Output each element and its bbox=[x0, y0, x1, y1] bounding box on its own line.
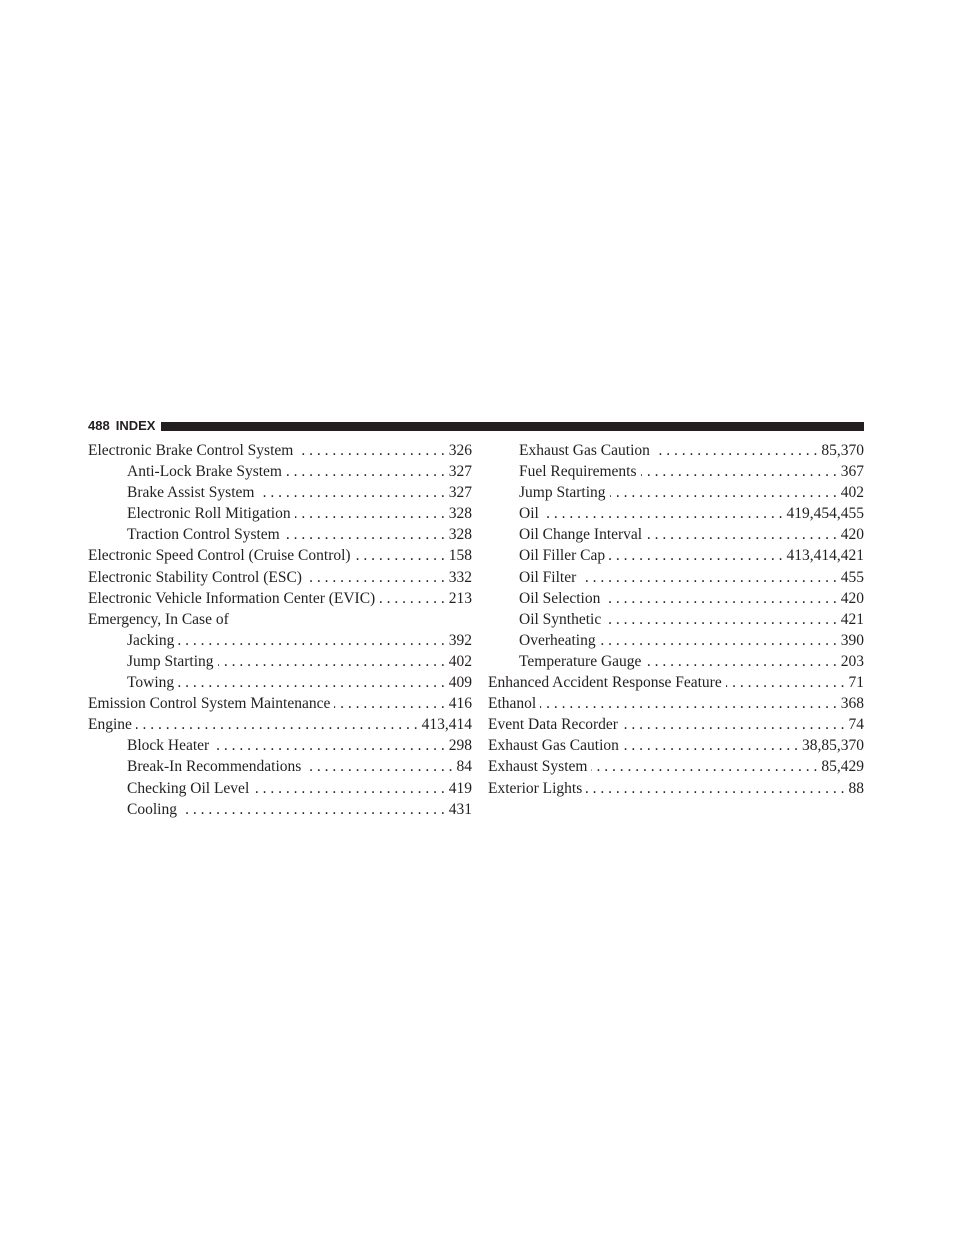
index-entry-page: 367 bbox=[840, 463, 864, 481]
index-entry bbox=[88, 567, 472, 588]
index-entry bbox=[488, 545, 864, 566]
index-entry-text: Towing bbox=[127, 674, 175, 692]
index-entry-text: Oil Change Interval bbox=[519, 526, 643, 544]
index-entry-page: 419,454,455 bbox=[786, 505, 864, 523]
index-entry-text: Jump Starting bbox=[519, 484, 606, 502]
index-entry bbox=[88, 714, 472, 735]
index-entry-text: Cooling bbox=[127, 800, 177, 818]
index-entry-page: 455 bbox=[840, 568, 864, 586]
index-entry-text: Electronic Roll Mitigation bbox=[127, 505, 291, 523]
index-entry bbox=[88, 440, 472, 461]
dot-leader bbox=[540, 693, 837, 714]
index-entry-text: Jump Starting bbox=[127, 652, 214, 670]
index-entry bbox=[88, 588, 472, 609]
dot-leader bbox=[543, 503, 783, 524]
index-entry bbox=[488, 714, 864, 735]
index-entry-text: Oil Filter bbox=[519, 568, 577, 586]
index-entry-page: 419 bbox=[448, 779, 472, 797]
index-entry bbox=[488, 567, 864, 588]
index-entry-text: Emission Control System Maintenance bbox=[88, 695, 331, 713]
index-entry bbox=[88, 672, 472, 693]
index-entry bbox=[488, 651, 864, 672]
dot-leader bbox=[253, 778, 445, 799]
index-entry bbox=[488, 440, 864, 461]
index-entry-text: Enhanced Accident Response Feature bbox=[488, 674, 722, 692]
index-entry bbox=[88, 461, 472, 482]
index-entry bbox=[488, 482, 864, 503]
index-entry bbox=[488, 630, 864, 651]
dot-leader bbox=[609, 545, 782, 566]
dot-leader bbox=[645, 651, 836, 672]
index-entry bbox=[88, 524, 472, 545]
dot-leader bbox=[295, 503, 445, 524]
dot-leader bbox=[297, 440, 444, 461]
index-entry-text: Jacking bbox=[127, 631, 175, 649]
dot-leader bbox=[178, 672, 445, 693]
index-entry-page: 298 bbox=[448, 737, 472, 755]
index-entry bbox=[488, 588, 864, 609]
index-entry bbox=[488, 609, 864, 630]
dot-leader bbox=[213, 735, 445, 756]
index-entry-page: 392 bbox=[448, 631, 472, 649]
index-entry bbox=[88, 545, 472, 566]
dot-leader bbox=[726, 672, 845, 693]
index-entry-page: 328 bbox=[448, 526, 472, 544]
dot-leader bbox=[306, 567, 445, 588]
index-entry bbox=[88, 756, 472, 777]
index-entry bbox=[488, 524, 864, 545]
index-entry-page: 390 bbox=[840, 631, 864, 649]
index-entry-page: 420 bbox=[840, 526, 864, 544]
header-rule bbox=[161, 422, 864, 431]
dot-leader bbox=[610, 482, 837, 503]
dot-leader bbox=[641, 461, 837, 482]
index-entry bbox=[88, 503, 472, 524]
index-entry-text: Event Data Recorder bbox=[488, 716, 618, 734]
index-entry-page: 416 bbox=[448, 695, 472, 713]
index-entry bbox=[488, 693, 864, 714]
dot-leader bbox=[284, 524, 445, 545]
index-entry bbox=[88, 630, 472, 651]
dot-leader bbox=[586, 778, 844, 799]
index-entry-text: Traction Control System bbox=[127, 526, 280, 544]
dot-leader bbox=[646, 524, 837, 545]
index-entry-page: 332 bbox=[448, 568, 472, 586]
index-entry bbox=[488, 503, 864, 524]
dot-leader bbox=[604, 588, 836, 609]
dot-leader bbox=[218, 651, 445, 672]
dot-leader bbox=[305, 756, 452, 777]
index-entry-text: Electronic Brake Control System bbox=[88, 442, 294, 459]
index-entry-text: Exhaust Gas Caution bbox=[488, 737, 619, 755]
dot-leader bbox=[379, 588, 445, 609]
dot-leader bbox=[622, 714, 845, 735]
index-entry-text: Ethanol bbox=[488, 695, 537, 713]
index-entry-page: 71 bbox=[848, 674, 864, 692]
index-entry-text: Electronic Stability Control (ESC) bbox=[88, 568, 302, 586]
dot-leader bbox=[591, 756, 817, 777]
dot-leader bbox=[355, 545, 445, 566]
index-entry bbox=[88, 482, 472, 503]
dot-leader bbox=[580, 567, 836, 588]
index-entry bbox=[488, 778, 864, 799]
index-entry-text: Oil Synthetic bbox=[519, 610, 602, 628]
index-entry-text: Exterior Lights bbox=[488, 779, 583, 797]
index-column-left bbox=[88, 440, 472, 820]
dot-leader bbox=[334, 693, 444, 714]
index-entry-text: Temperature Gauge bbox=[519, 652, 642, 670]
index-entry bbox=[488, 735, 864, 756]
index-entry-text: Engine bbox=[88, 716, 132, 734]
index-entry-text: Oil bbox=[519, 505, 539, 523]
index-entry-text: Electronic Speed Control (Cruise Control) bbox=[88, 547, 351, 565]
index-entry-page: 421 bbox=[840, 610, 864, 628]
index-column-right bbox=[488, 440, 864, 799]
index-entry bbox=[88, 799, 472, 820]
index-entry-page: 74 bbox=[848, 716, 864, 734]
dot-leader bbox=[654, 440, 818, 461]
dot-leader bbox=[623, 735, 798, 756]
index-entry bbox=[488, 672, 864, 693]
dot-leader bbox=[258, 482, 444, 503]
dot-leader bbox=[136, 714, 418, 735]
index-entry-text: Block Heater bbox=[127, 737, 210, 755]
index-entry bbox=[88, 651, 472, 672]
index-entry bbox=[88, 778, 472, 799]
index-entry-text: Fuel Requirements bbox=[519, 463, 637, 481]
index-entry-text: Exhaust System bbox=[488, 758, 588, 776]
index-entry-page: 431 bbox=[448, 800, 472, 818]
index-entry-page: 213 bbox=[448, 589, 472, 607]
index-entry-text: Oil Filler Cap bbox=[519, 547, 606, 565]
index-entry-page: 413,414,421 bbox=[786, 547, 864, 565]
dot-leader bbox=[286, 461, 445, 482]
index-entry bbox=[488, 461, 864, 482]
index-entry-text: Emergency, In Case of bbox=[88, 610, 229, 628]
index-entry-text: Brake Assist System bbox=[127, 484, 255, 502]
page-number: 488 bbox=[88, 418, 110, 433]
dot-leader bbox=[600, 630, 837, 651]
index-entry-page: 327 bbox=[448, 484, 472, 502]
index-entry-page: 203 bbox=[840, 652, 864, 670]
index-entry-page: 326 bbox=[448, 442, 472, 459]
index-entry-page: 420 bbox=[840, 589, 864, 607]
index-entry-text: Break-In Recommendations bbox=[127, 758, 302, 776]
section-title: INDEX bbox=[115, 418, 156, 433]
index-entry bbox=[88, 735, 472, 756]
index-entry-page: 402 bbox=[448, 652, 472, 670]
index-entry-page: 413,414 bbox=[421, 716, 472, 734]
index-entry-page: 328 bbox=[448, 505, 472, 523]
index-entry-text: Exhaust Gas Caution bbox=[519, 442, 650, 459]
index-entry-page: 88 bbox=[848, 779, 864, 797]
index-entry-page: 327 bbox=[448, 463, 472, 481]
index-entry-text: Electronic Vehicle Information Center (EVIC) bbox=[88, 589, 376, 607]
index-entry bbox=[88, 693, 472, 714]
page-header bbox=[88, 418, 864, 434]
dot-leader bbox=[181, 799, 445, 820]
index-entry-text: Overheating bbox=[519, 631, 596, 649]
index-entry-page: 402 bbox=[840, 484, 864, 502]
index-entry-text: Anti-Lock Brake System bbox=[127, 463, 282, 481]
index-entry-page: 368 bbox=[840, 695, 864, 713]
index-entry-page: 85,370 bbox=[821, 442, 864, 459]
index-entry-text: Oil Selection bbox=[519, 589, 601, 607]
index-entry-page: 85,429 bbox=[821, 758, 864, 776]
index-entry-page: 84 bbox=[456, 758, 472, 776]
dot-leader bbox=[605, 609, 837, 630]
index-entry bbox=[88, 609, 472, 630]
index-entry-page: 158 bbox=[448, 547, 472, 565]
index-entry-page: 409 bbox=[448, 674, 472, 692]
index-entry-text: Checking Oil Level bbox=[127, 779, 250, 797]
dot-leader bbox=[178, 630, 444, 651]
index-entry-page: 38,85,370 bbox=[802, 737, 864, 755]
index-entry bbox=[488, 756, 864, 777]
